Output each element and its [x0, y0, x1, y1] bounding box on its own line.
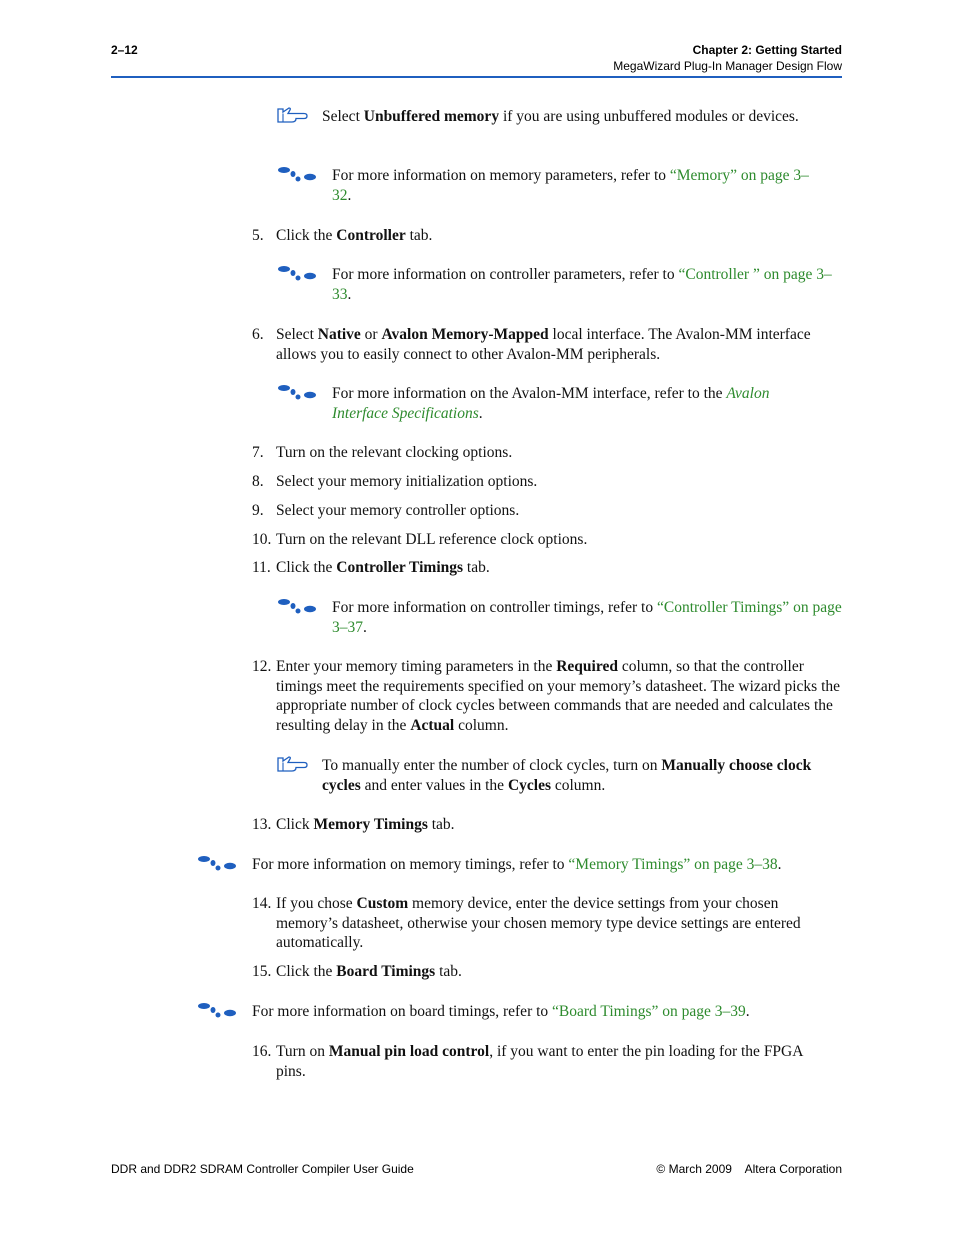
footprints-icon [196, 855, 238, 871]
note-unbuffered: Select Unbuffered memory if you are using unbuffered modules or devices. [322, 108, 799, 125]
link-board-timings[interactable]: “Board Timings” on page 3–39 [552, 1003, 746, 1020]
step-13: Click Memory Timings tab. [276, 816, 455, 833]
step-7: Turn on the relevant clocking options. [276, 444, 513, 461]
step-number: 8. [252, 473, 264, 490]
step-number: 15. [252, 963, 272, 980]
step-8: Select your memory initialization options. [276, 473, 538, 490]
link-controller[interactable]: “Controller ” on page 3–33 [332, 266, 832, 303]
section-title: MegaWizard Plug-In Manager Design Flow [613, 59, 842, 73]
step-12: Enter your memory timing parameters in the Required column, so that the controller timings meet the requirements specified on your memory’s datasheet. The wizard picks the appropriate number of clock cycles between commands that are needed and calculates the resulting delay in the Actual column. [276, 658, 841, 734]
step-number: 5. [252, 227, 264, 244]
note-hand-icon [276, 107, 308, 125]
step-number: 7. [252, 444, 264, 461]
footprints-icon [196, 1002, 238, 1018]
step-10: Turn on the relevant DLL reference clock options. [276, 531, 588, 548]
step-number: 9. [252, 502, 264, 519]
footprints-icon [276, 598, 318, 614]
step-number: 6. [252, 326, 264, 343]
step-number: 13. [252, 816, 272, 833]
ref-board-timings: For more information on board timings, refer to “Board Timings” on page 3–39. [252, 1003, 750, 1020]
link-memory[interactable]: “Memory” on page 3–32 [332, 167, 809, 204]
link-avalon-spec[interactable]: Avalon Interface Specifications [332, 385, 770, 422]
ref-memory-timings: For more information on memory timings, refer to “Memory Timings” on page 3–38. [252, 856, 782, 873]
note-hand-icon [276, 756, 308, 774]
ref-controller-timings: For more information on controller timings, refer to “Controller Timings” on page 3–37. [332, 599, 842, 636]
footprints-icon [276, 384, 318, 400]
ref-memory: For more information on memory parameters, refer to “Memory” on page 3–32. [332, 167, 809, 204]
step-9: Select your memory controller options. [276, 502, 520, 519]
step-number: 10. [252, 531, 272, 548]
step-5: Click the Controller tab. [276, 227, 433, 244]
step-6: Select Native or Avalon Memory-Mapped local interface. The Avalon-MM interface allows you to easily connect to other Avalon-MM peripherals. [276, 326, 811, 363]
link-controller-timings[interactable]: “Controller Timings” on page 3–37 [332, 599, 842, 636]
link-memory-timings[interactable]: “Memory Timings” on page 3–38 [568, 856, 778, 873]
chapter-title: Chapter 2: Getting Started [692, 43, 842, 57]
step-11: Click the Controller Timings tab. [276, 559, 490, 576]
step-number: 16. [252, 1043, 272, 1060]
page-number: 2–12 [111, 43, 138, 57]
footer-copyright: © March 2009 Altera Corporation [656, 1162, 842, 1176]
step-16: Turn on Manual pin load control, if you want to enter the pin loading for the FPGA pins. [276, 1043, 803, 1080]
footer-title: DDR and DDR2 SDRAM Controller Compiler User Guide [111, 1162, 414, 1176]
step-15: Click the Board Timings tab. [276, 963, 462, 980]
step-number: 11. [252, 559, 271, 576]
step-14: If you chose Custom memory device, enter the device settings from your chosen memory’s datasheet, otherwise your chosen memory type device settings are entered automatically. [276, 895, 801, 951]
step-number: 14. [252, 895, 272, 912]
ref-avalon: For more information on the Avalon-MM interface, refer to the Avalon Interface Specifications. [332, 385, 770, 422]
footprints-icon [276, 166, 318, 182]
header-rule [111, 76, 842, 78]
ref-controller: For more information on controller parameters, refer to “Controller ” on page 3–33. [332, 266, 832, 303]
footprints-icon [276, 265, 318, 281]
note-manual-cycles: To manually enter the number of clock cycles, turn on Manually choose clock cycles and enter values in the Cycles column. [322, 757, 812, 794]
step-number: 12. [252, 658, 272, 675]
